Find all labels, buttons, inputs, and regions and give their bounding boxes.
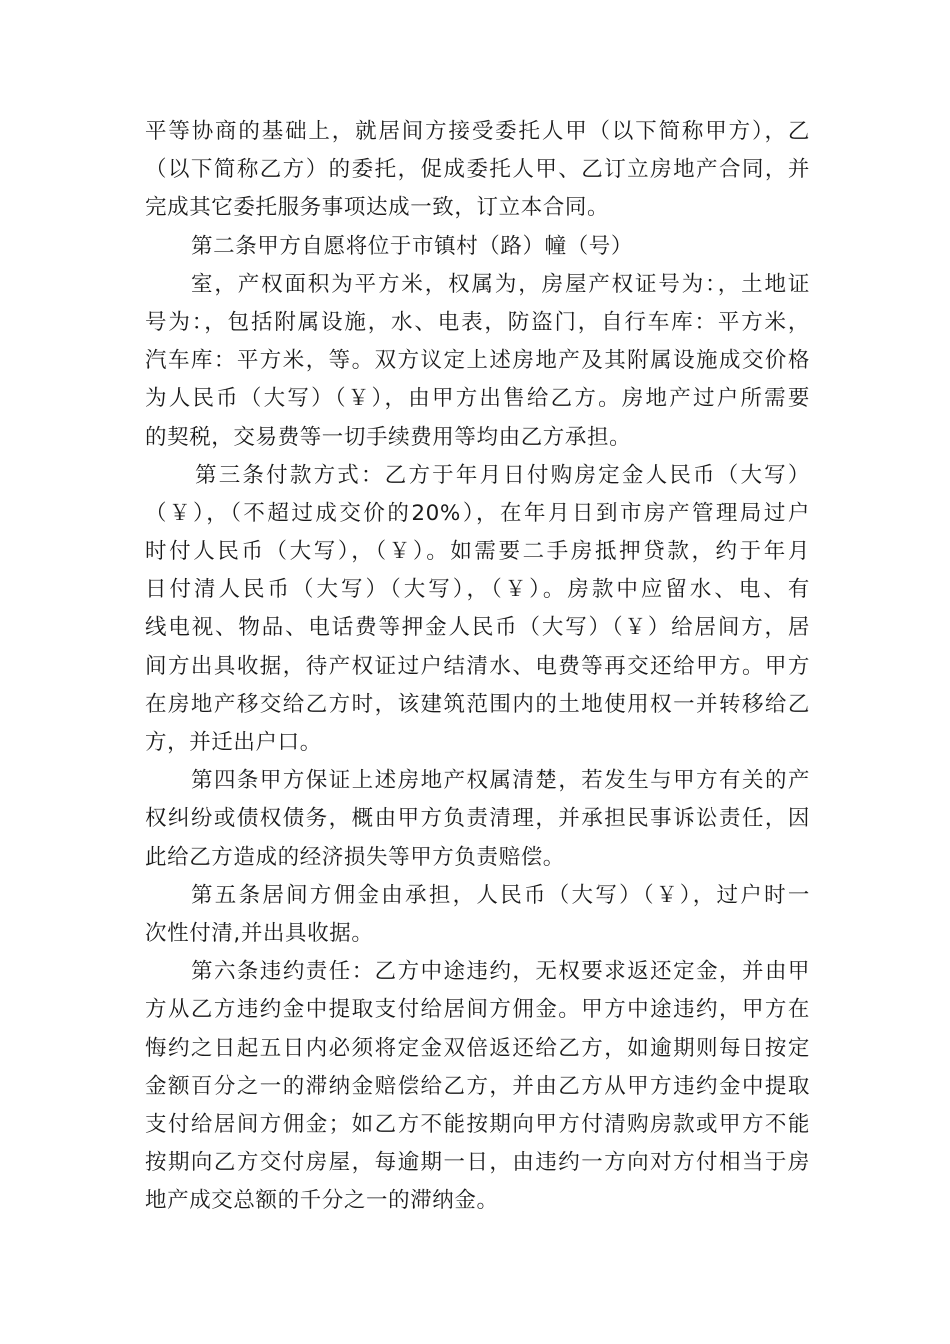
- text-line: 支付给居间方佣金；如乙方不能按期向甲方付清购房款或甲方不能: [145, 1111, 810, 1137]
- text-line: 方，并迁出户口。: [145, 730, 322, 755]
- text-line: 时付人民币（大写），（￥）。如需要二手房抵押贷款，约于年月: [145, 539, 810, 565]
- text-line: 此给乙方造成的经济损失等甲方负责赔偿。: [145, 844, 565, 870]
- text-line: 室，产权面积为平方米，权属为，房屋产权证号为：，土地证: [191, 271, 810, 297]
- text-line: 权纠纷或债权债务，概由甲方负责清理，并承担民事诉讼责任，因: [145, 806, 810, 832]
- text-line: 地产成交总额的千分之一的滞纳金。: [145, 1188, 499, 1214]
- text-line: 号为：，包括附属设施，水、电表，防盗门，自行车库：平方米，: [145, 309, 810, 335]
- text-line: 按期向乙方交付房屋，每逾期一日，由违约一方向对方付相当于房: [145, 1150, 810, 1176]
- clause-4-heading: 第四条甲方保证上述房地产权属清楚，若发生与甲方有关的产: [191, 768, 810, 794]
- contract-body: [145, 113, 810, 1220]
- text-line: 为人民币（大写）（￥），由甲方出售给乙方。房地产过户所需要: [145, 386, 810, 412]
- clause-5-heading: 第五条居间方佣金由承担，人民币（大写）（￥），过户时一: [191, 882, 810, 908]
- text-line: 金额百分之一的滞纳金赔偿给乙方，并由乙方从甲方违约金中提取: [145, 1073, 810, 1099]
- text-line: 悔约之日起五日内必须将定金双倍返还给乙方，如逾期则每日按定: [145, 1035, 810, 1061]
- clause-3-heading: 第三条付款方式：乙方于年月日付购房定金人民币（大写）: [195, 462, 810, 488]
- text-line: 的契税，交易费等一切手续费用等均由乙方承担。: [145, 424, 632, 450]
- clause-2-heading: 第二条甲方自愿将位于市镇村（路）幢（号）: [191, 233, 634, 259]
- text-line: 线电视、物品、电话费等押金人民币（大写）（￥）给居间方，居: [145, 615, 810, 641]
- text-line: 平等协商的基础上，就居间方接受委托人甲（以下简称甲方），乙: [145, 119, 810, 144]
- text-line: （以下简称乙方）的委托，促成委托人甲、乙订立房地产合同，并: [145, 157, 810, 183]
- text-line: 方从乙方违约金中提取支付给居间方佣金。甲方中途违约，甲方在: [145, 997, 810, 1023]
- text-line: 间方出具收据，待产权证过户结清水、电费等再交还给甲方。甲方: [145, 653, 810, 679]
- text-line: 完成其它委托服务事项达成一致，订立本合同。: [145, 195, 610, 221]
- text-line: 次性付清,并出具收据。: [145, 920, 374, 946]
- clause-6-heading: 第六条违约责任：乙方中途违约，无权要求返还定金，并由甲: [191, 959, 810, 985]
- text-line: 在房地产移交给乙方时，该建筑范围内的土地使用权一并转移给乙: [145, 691, 810, 717]
- text-line: 汽车库：平方米，等。双方议定上述房地产及其附属设施成交价格: [145, 348, 810, 374]
- text-line: （￥），（不超过成交价的20%），在年月日到市房产管理局过户: [145, 500, 810, 526]
- text-line: 日付清人民币（大写）（大写），（￥）。房款中应留水、电、有: [145, 577, 810, 603]
